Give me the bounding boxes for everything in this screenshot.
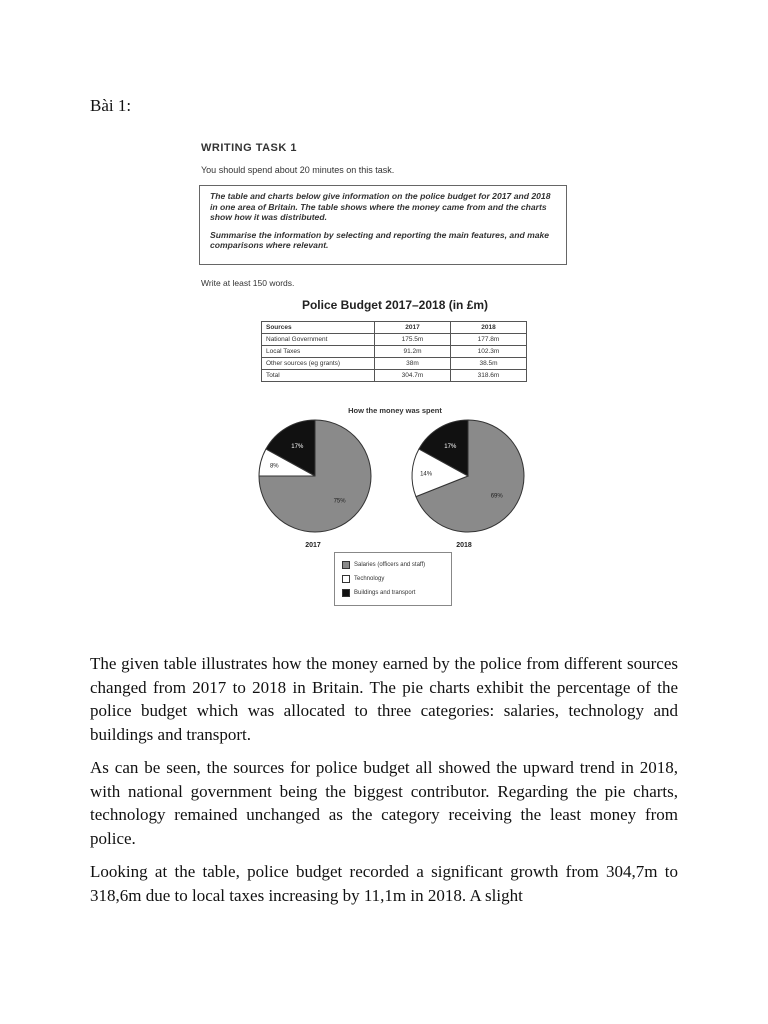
legend-item	[342, 558, 444, 572]
legend-swatch-buildings	[342, 589, 350, 597]
header-cell: Sources	[262, 322, 375, 334]
table-cell: 304.7m	[375, 370, 451, 382]
essay	[90, 652, 678, 917]
table-cell: 38.5m	[451, 358, 527, 370]
table-cell: 38m	[375, 358, 451, 370]
task-instruction: Summarise the information by selecting and reporting the main features, and make comparisons where relevant.	[210, 229, 550, 250]
essay-paragraph: As can be seen, the sources for police budget all showed the upward trend in 2018, with national government being the biggest contributor. Regarding the pie charts, technology remained unchanged as the category receiving the least money from police.	[90, 758, 678, 848]
pie-value-label: 17%	[291, 444, 304, 451]
legend-item	[342, 586, 444, 600]
table-cell: Total	[262, 370, 375, 382]
legend-item	[342, 572, 444, 586]
pie-year-label: 2017	[305, 542, 321, 549]
header-cell: 2017	[375, 322, 451, 334]
task-image	[195, 138, 595, 608]
table-cell: 91.2m	[375, 346, 451, 358]
legend-label: Technology	[354, 576, 385, 582]
legend-swatch-salaries	[342, 561, 350, 569]
pie-year-label: 2018	[456, 542, 472, 549]
table-cell: Other sources (eg grants)	[262, 358, 375, 370]
table-row	[262, 334, 527, 346]
header-cell: 2018	[451, 322, 527, 334]
table-cell: Local Taxes	[262, 346, 375, 358]
pie-value-label: 14%	[420, 471, 433, 478]
task-prompt-box	[199, 185, 567, 265]
budget-table	[261, 321, 527, 382]
essay-paragraph: Looking at the table, police budget recorded a significant growth from 304,7m to 318,6m due to local taxes increasing by 11,1m in 2018. A slight	[90, 862, 678, 905]
table-row	[262, 370, 527, 382]
word-count-note: Write at least 150 words.	[201, 278, 295, 288]
legend-label: Buildings and transport	[354, 590, 416, 596]
table-cell: National Government	[262, 334, 375, 346]
task-prompt: The table and charts below give information on the police budget for 2017 and 2018 in one area of Britain. The table shows where the money came from and the charts show how it was distributed.	[210, 191, 551, 222]
table-header-row	[262, 322, 527, 334]
legend-swatch-technology	[342, 575, 350, 583]
table-cell: 102.3m	[451, 346, 527, 358]
page-heading: Bài 1:	[90, 96, 132, 115]
pie-value-label: 69%	[490, 493, 503, 500]
pie-chart-title: How the money was spent	[348, 406, 442, 415]
table-row	[262, 346, 527, 358]
chart-legend	[334, 552, 452, 606]
table-cell: 318.6m	[451, 370, 527, 382]
task-time-note: You should spend about 20 minutes on this task.	[201, 165, 395, 175]
legend-label: Salaries (officers and staff)	[354, 562, 426, 568]
pie-value-label: 75%	[333, 498, 346, 505]
table-cell: 175.5m	[375, 334, 451, 346]
pie-value-label: 8%	[269, 463, 279, 470]
task-title: WRITING TASK 1	[201, 142, 298, 154]
pie-value-label: 17%	[444, 444, 457, 451]
essay-paragraph: The given table illustrates how the money earned by the police from different sources changed from 2017 to 2018 in Britain. The pie charts exhibit the percentage of the police budget which was allocated to three categories: salaries, technology and buildings and transport.	[90, 654, 678, 744]
table-cell: 177.8m	[451, 334, 527, 346]
table-row	[262, 358, 527, 370]
table-title: Police Budget 2017–2018 (in £m)	[301, 298, 489, 312]
